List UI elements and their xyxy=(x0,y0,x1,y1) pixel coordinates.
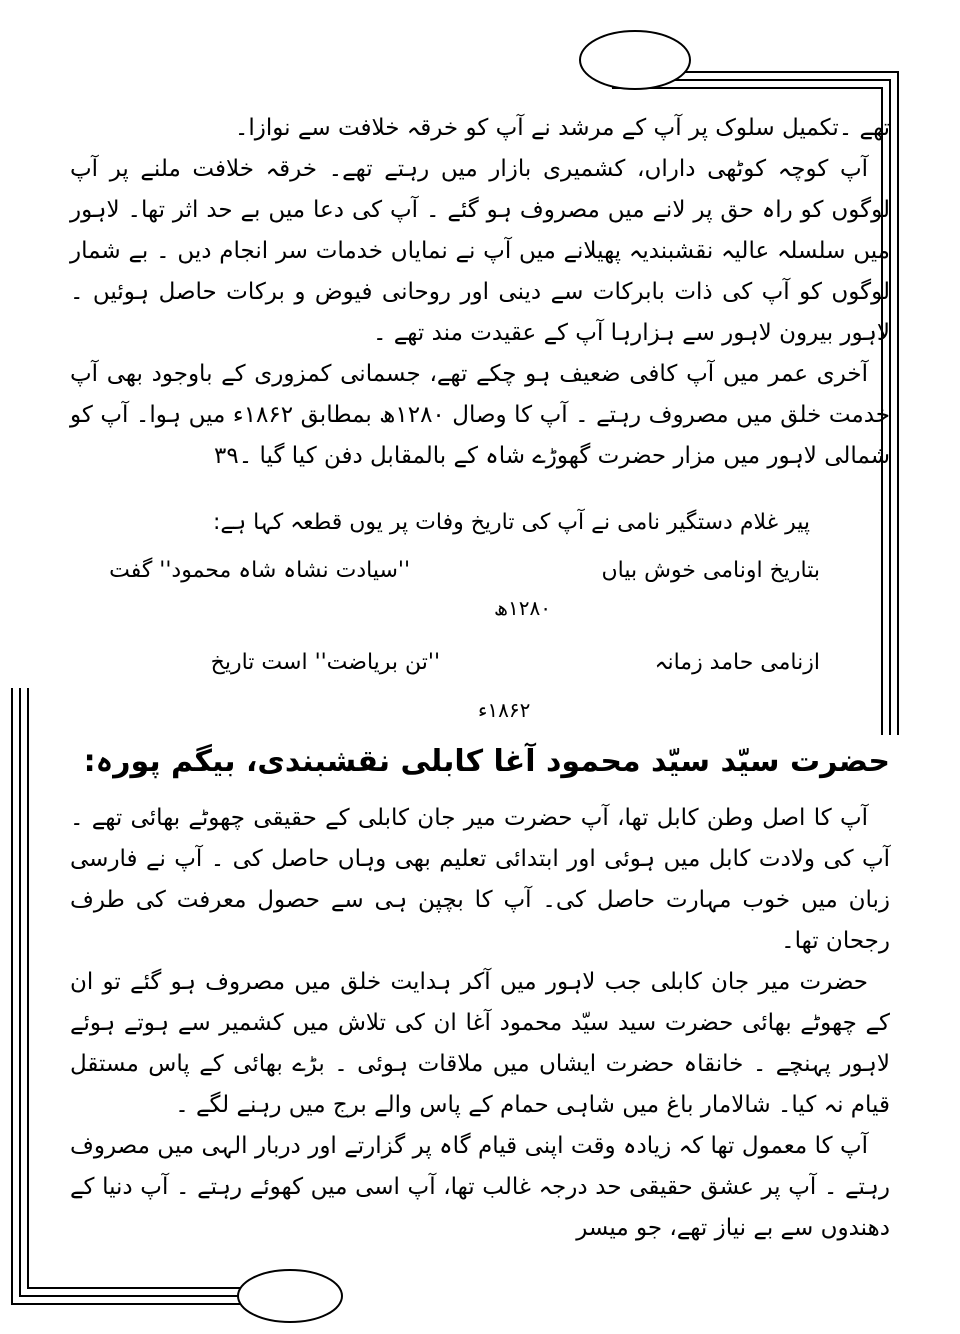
date-hijri: ۱۲۸۰ھ xyxy=(494,596,551,620)
date-gregorian: ۱۸۶۲ء xyxy=(478,698,531,722)
paragraph: آپ کوچہ کوٹھی داراں، کشمیری بازار میں رہتے تھے۔ خرقہ خلافت ملنے پر آپ لوگوں کو راہ حق پر لانے میں مصروف ہو گئے ۔ آپ کی دعا میں بے حد اثر تھا۔ لاہور میں سلسلہ عالیہ نقشبندیہ پھیلانے میں آپ نے نمایاں خدمات سر انجام دیں ۔ بے شمار لوگوں کو آپ کی ذات بابرکات سے دینی اور روحانی فیوض و برکات حاصل ہوئیں ۔ لاہور بیرون لاہور سے ہزارہا آپ کے عقیدت مند تھے ۔ xyxy=(70,156,890,346)
paragraph: آپ کا معمول تھا کہ زیادہ وقت اپنی قیام گاہ پر گزارتے اور دربار الہی میں مصروف رہتے ۔ آپ پر عشق حقیقی حد درجہ غالب تھا، آپ اسی میں کھوئے رہتے ۔ آپ دنیا کے دھندوں سے بے نیاز تھے، جو میسر xyxy=(70,1133,890,1241)
verse-1-right: بتاریخ اونامی خوش بیاں xyxy=(601,558,820,583)
verse-2-left: ''تن بریاضت'' است تاریخ xyxy=(210,650,440,675)
paragraph: تھے ۔تکمیل سلوک پر آپ کے مرشد نے آپ کو خرقہ خلافت سے نوازا۔ xyxy=(234,115,890,141)
poem-intro: پیر غلام دستگیر نامی نے آپ کی تاریخ وفات پر یوں قطعہ کہا ہے: xyxy=(212,510,810,535)
verse-1-left: ''سیادت نشاہ شاہ محمود'' گفت xyxy=(109,558,410,583)
bottom-ornament xyxy=(238,1270,342,1322)
paragraph: آپ کا اصل وطن کابل تھا، آپ حضرت میر جان کابلی کے حقیقی چھوٹے بھائی تھے ۔ آپ کی ولادت کابل میں ہوئی اور ابتدائی تعلیم بھی وہاں حاصل کی ۔ آپ نے فارسی زبان میں خوب مہارت حاصل کی۔ آپ کا بچپن ہی سے حصول معرفت کی طرف رجحان تھا۔ xyxy=(70,805,890,954)
paragraph: حضرت میر جان کابلی جب لاہور میں آکر ہدایت خلق میں مصروف ہو گئے تو ان کے چھوٹے بھائی حضرت سید سیّد محمود آغا ان کی تلاش میں کشمیر سے ہوتے ہوئے لاہور پہنچے ۔ خانقاہ حضرت ایشاں میں ملاقات ہوئی ۔ بڑے بھائی کے پاس مستقل قیام نہ کیا۔ شالامار باغ میں شاہی حمام کے پاس والے برج میں رہنے لگے ۔ xyxy=(70,969,890,1118)
second-section xyxy=(70,798,890,1249)
top-ornament xyxy=(580,31,690,89)
section-heading: حضرت سیّد سیّد محمود آغا کابلی نقشبندی، بیگم پورہ: xyxy=(83,744,890,779)
verse-2-right: ازنامی حامد زمانہ xyxy=(654,650,820,675)
top-section xyxy=(70,108,890,477)
paragraph: آخری عمر میں آپ کافی ضعیف ہو چکے تھے، جسمانی کمزوری کے باوجود بھی آپ خدمت خلق میں مصروف رہتے ۔ آپ کا وصال ۱۲۸۰ھ بمطابق ۱۸۶۲ء میں ہوا۔ آپ کو شمالی لاہور میں مزار حضرت گھوڑے شاہ کے بالمقابل دفن کیا گیا ۔۳۹ xyxy=(70,361,891,469)
